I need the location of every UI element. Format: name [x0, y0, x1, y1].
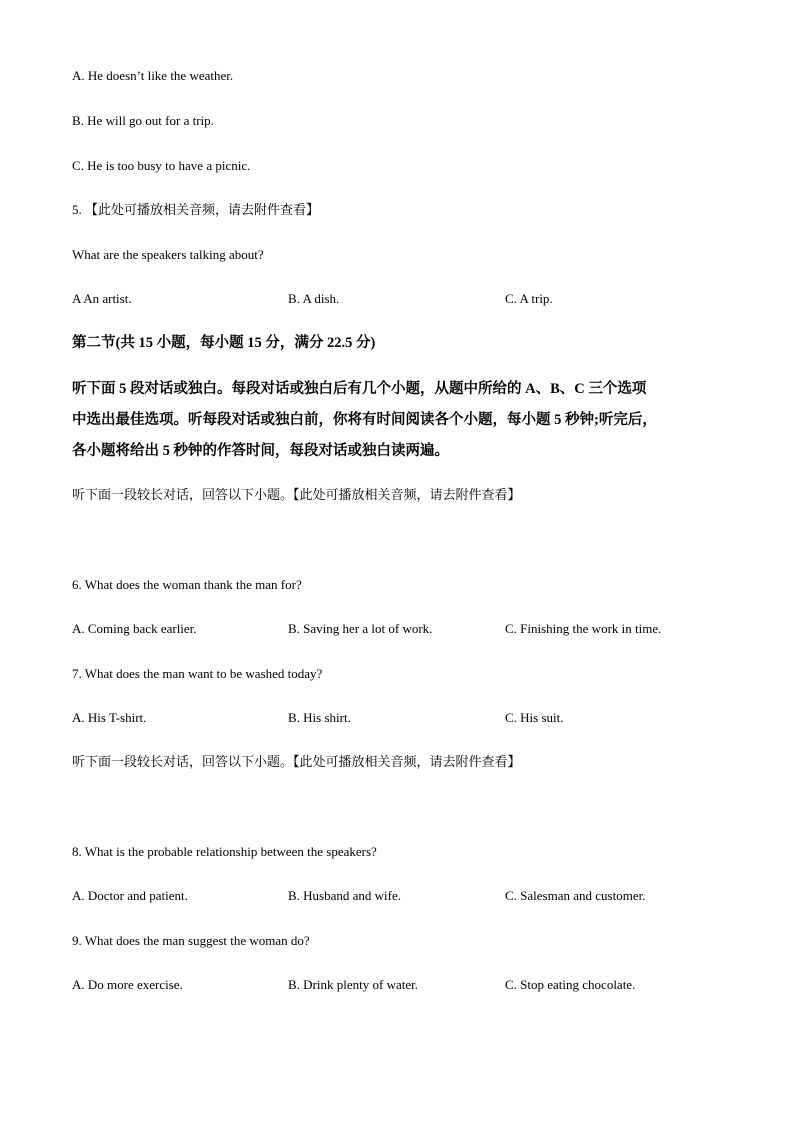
q7-option-c: C. His suit.	[505, 710, 564, 725]
q4-option-a: A. He doesn’t like the weather.	[72, 68, 234, 83]
section2-heading: 第二节(共 15 小题，每小题 15 分，满分 22.5 分)	[72, 335, 376, 351]
section2-instructions-line: 听下面 5 段对话或独白。每段对话或独白后有几个小题，从题中所给的 A、B、C 三个选项	[72, 381, 647, 397]
q4-option-b: B. He will go out for a trip.	[72, 113, 214, 128]
dialogue1-prompt: 听下面一段较长对话，回答以下小题。【此处可播放相关音频，请去附件查看】	[72, 487, 521, 502]
q9-option-a: A. Do more exercise.	[72, 977, 183, 992]
q6-option-a: A. Coming back earlier.	[72, 621, 197, 636]
q6-option-c: C. Finishing the work in time.	[505, 621, 662, 636]
q8-question: 8. What is the probable relationship between the speakers?	[72, 844, 377, 859]
q5-question: What are the speakers talking about?	[72, 247, 264, 262]
q5-option-c: C. A trip.	[505, 291, 553, 306]
section2-instructions-line: 各小题将给出 5 秒钟的作答时间，每段对话或独白读两遍。	[72, 443, 449, 459]
q8-option-b: B. Husband and wife.	[288, 888, 402, 903]
q5-option-a: A An artist.	[72, 291, 132, 306]
q8-option-c: C. Salesman and customer.	[505, 888, 646, 903]
q7-question: 7. What does the man want to be washed today?	[72, 666, 323, 681]
q8-option-a: A. Doctor and patient.	[72, 888, 188, 903]
q5-number-audio: 5. 【此处可播放相关音频，请去附件查看】	[72, 202, 320, 217]
q7-option-a: A. His T-shirt.	[72, 710, 147, 725]
q6-question: 6. What does the woman thank the man for?	[72, 577, 302, 592]
q9-question: 9. What does the man suggest the woman do?	[72, 933, 310, 948]
q9-option-c: C. Stop eating chocolate.	[505, 977, 636, 992]
q6-option-b: B. Saving her a lot of work.	[288, 621, 433, 636]
q9-option-b: B. Drink plenty of water.	[288, 977, 418, 992]
section2-instructions-line: 中选出最佳选项。听每段对话或独白前，你将有时间阅读各个小题，每小题 5 秒钟;听完后，	[72, 412, 657, 428]
q7-option-b: B. His shirt.	[288, 710, 351, 725]
q4-option-c: C. He is too busy to have a picnic.	[72, 158, 251, 173]
q5-option-b: B. A dish.	[288, 291, 340, 306]
dialogue2-prompt: 听下面一段较长对话，回答以下小题。【此处可播放相关音频，请去附件查看】	[72, 754, 521, 769]
